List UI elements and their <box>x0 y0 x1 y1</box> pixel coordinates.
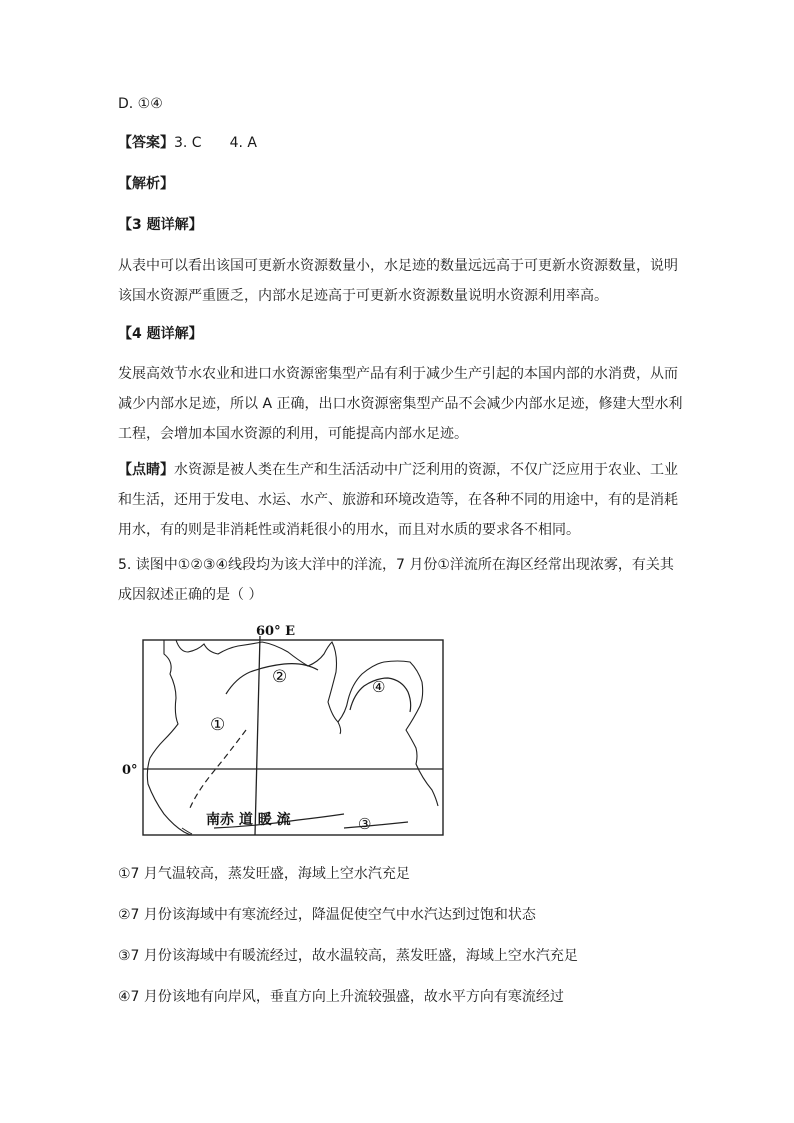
current-1-label: ① <box>210 715 226 735</box>
text-line: 用水，有的则是非消耗性或消耗很小的用水，而且对水质的要求各不相同。 <box>118 522 580 538</box>
longitude-label: 60° E <box>256 624 296 639</box>
south-equatorial-current-label: 南赤 道 暖 流 <box>206 812 291 828</box>
text-line: 该国水资源严重匮乏，内部水足迹高于可更新水资源数量说明水资源利用率高。 <box>118 288 608 304</box>
text-line <box>118 462 678 492</box>
coastline-sri-lanka <box>338 722 341 734</box>
answer-q4: 4. A <box>229 135 257 151</box>
text-line: 发展高效节水农业和进口水资源密集型产品有利于减少生产引起的本国内部的水消费，从而 <box>118 366 678 382</box>
equator-label: 0° <box>122 763 138 778</box>
option-item: ④7 月份该地有向岸风，垂直方向上升流较强盛，故水平方向有寒流经过 <box>118 989 564 1005</box>
tips-label: 【点睛】 <box>118 462 174 478</box>
option-d: D. ①④ <box>118 96 163 112</box>
option-item: ②7 月份该海域中有寒流经过，降温促使空气中水汽达到过饱和状态 <box>118 907 536 923</box>
question-5 <box>118 557 678 617</box>
q4-detail-text <box>118 366 683 456</box>
current-3-label: ③ <box>358 815 372 833</box>
current-4-label: ④ <box>372 678 386 696</box>
options-list <box>118 866 678 1030</box>
ocean-current-map <box>118 622 448 846</box>
tips-text <box>118 462 678 552</box>
tips-line-1: 水资源是被人类在生产和生活活动中广泛利用的资源，不仅广泛应用于农业、工业 <box>174 462 678 478</box>
meridian-60e <box>255 636 260 835</box>
analysis-label: 【解析】 <box>118 176 174 192</box>
current-3-line <box>344 822 408 828</box>
current-2-label: ② <box>272 667 288 687</box>
text-line: 成因叙述正确的是（ ） <box>118 587 263 603</box>
answer-q3: 3. C <box>174 135 202 151</box>
answer-label: 【答案】 <box>118 135 174 151</box>
text-line: 工程，会增加本国水资源的利用，可能提高内部水足迹。 <box>118 426 468 442</box>
q3-detail-text <box>118 258 678 318</box>
coastline-africa <box>147 640 192 835</box>
map-frame <box>143 640 443 835</box>
text-line: 从表中可以看出该国可更新水资源数量小，水足迹的数量远远高于可更新水资源数量，说明 <box>118 258 678 274</box>
option-item: ①7 月气温较高，蒸发旺盛，海域上空水汽充足 <box>118 866 410 882</box>
answer-line <box>118 135 257 151</box>
text-line: 减少内部水足迹，所以 A 正确，出口水资源密集型产品不会减少内部水足迹，修建大型水利 <box>118 396 683 412</box>
q3-detail-label: 【3 题详解】 <box>118 217 203 233</box>
text-line: 5. 读图中①②③④线段均为该大洋中的洋流，7 月份①洋流所在海区经常出现浓雾，有关其 <box>118 557 674 573</box>
q4-detail-label: 【4 题详解】 <box>118 326 203 342</box>
option-item: ③7 月份该海域中有暖流经过，故水温较高，蒸发旺盛，海域上空水汽充足 <box>118 948 578 964</box>
text-line: 和生活，还用于发电、水运、水产、旅游和环境改造等，在各种不同的用途中，有的是消耗 <box>118 492 678 508</box>
